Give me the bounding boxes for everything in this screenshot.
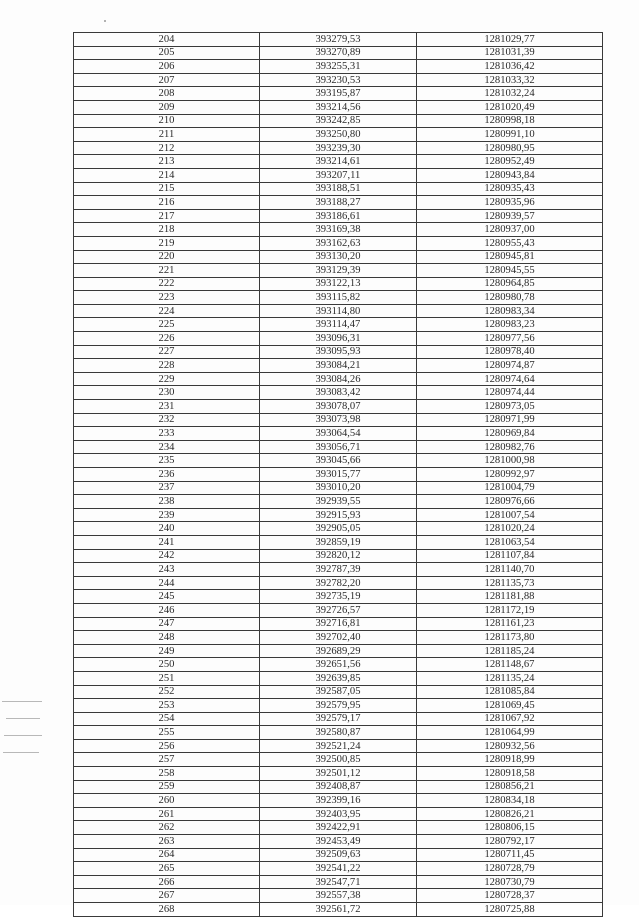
scan-artifact bbox=[4, 735, 42, 736]
x-coordinate-cell: 393242,85 bbox=[260, 114, 417, 128]
x-coordinate-cell: 392541,22 bbox=[260, 862, 417, 876]
y-coordinate-cell: 1281140,70 bbox=[417, 563, 603, 577]
point-number-cell: 244 bbox=[74, 576, 260, 590]
y-coordinate-cell: 1281185,24 bbox=[417, 644, 603, 658]
x-coordinate-cell: 392939,55 bbox=[260, 495, 417, 509]
table-row bbox=[74, 576, 603, 590]
point-number-cell: 265 bbox=[74, 862, 260, 876]
x-coordinate-cell: 393122,13 bbox=[260, 277, 417, 291]
x-coordinate-cell: 392521,24 bbox=[260, 739, 417, 753]
x-coordinate-cell: 393214,56 bbox=[260, 100, 417, 114]
table-row bbox=[74, 440, 603, 454]
x-coordinate-cell: 393073,98 bbox=[260, 413, 417, 427]
point-number-cell: 209 bbox=[74, 100, 260, 114]
point-number-cell: 205 bbox=[74, 46, 260, 60]
x-coordinate-cell: 392579,95 bbox=[260, 699, 417, 713]
point-number-cell: 267 bbox=[74, 889, 260, 903]
point-number-cell: 241 bbox=[74, 535, 260, 549]
y-coordinate-cell: 1281031,39 bbox=[417, 46, 603, 60]
point-number-cell: 268 bbox=[74, 903, 260, 917]
point-number-cell: 243 bbox=[74, 563, 260, 577]
table-row bbox=[74, 250, 603, 264]
point-number-cell: 252 bbox=[74, 685, 260, 699]
y-coordinate-cell: 1280935,96 bbox=[417, 196, 603, 210]
point-number-cell: 246 bbox=[74, 603, 260, 617]
table-row bbox=[74, 372, 603, 386]
x-coordinate-cell: 393114,80 bbox=[260, 304, 417, 318]
y-coordinate-cell: 1280711,45 bbox=[417, 848, 603, 862]
y-coordinate-cell: 1280834,18 bbox=[417, 794, 603, 808]
table-row bbox=[74, 807, 603, 821]
x-coordinate-cell: 392787,39 bbox=[260, 563, 417, 577]
table-row bbox=[74, 468, 603, 482]
point-number-cell: 236 bbox=[74, 468, 260, 482]
y-coordinate-cell: 1280971,99 bbox=[417, 413, 603, 427]
y-coordinate-cell: 1280792,17 bbox=[417, 835, 603, 849]
table-row bbox=[74, 603, 603, 617]
point-number-cell: 207 bbox=[74, 73, 260, 87]
y-coordinate-cell: 1280973,05 bbox=[417, 400, 603, 414]
y-coordinate-cell: 1280932,56 bbox=[417, 739, 603, 753]
point-number-cell: 230 bbox=[74, 386, 260, 400]
y-coordinate-cell: 1280980,95 bbox=[417, 141, 603, 155]
y-coordinate-cell: 1281063,54 bbox=[417, 535, 603, 549]
point-number-cell: 206 bbox=[74, 60, 260, 74]
table-row bbox=[74, 563, 603, 577]
point-number-cell: 253 bbox=[74, 699, 260, 713]
coordinates-table-body bbox=[74, 33, 603, 917]
y-coordinate-cell: 1280945,81 bbox=[417, 250, 603, 264]
y-coordinate-cell: 1280952,49 bbox=[417, 155, 603, 169]
point-number-cell: 251 bbox=[74, 671, 260, 685]
y-coordinate-cell: 1280969,84 bbox=[417, 427, 603, 441]
x-coordinate-cell: 392547,71 bbox=[260, 875, 417, 889]
point-number-cell: 239 bbox=[74, 508, 260, 522]
table-row bbox=[74, 60, 603, 74]
table-row bbox=[74, 644, 603, 658]
table-row bbox=[74, 128, 603, 142]
table-row bbox=[74, 223, 603, 237]
table-row bbox=[74, 168, 603, 182]
table-row bbox=[74, 821, 603, 835]
y-coordinate-cell: 1281069,45 bbox=[417, 699, 603, 713]
y-coordinate-cell: 1281181,88 bbox=[417, 590, 603, 604]
x-coordinate-cell: 392689,29 bbox=[260, 644, 417, 658]
y-coordinate-cell: 1280955,43 bbox=[417, 236, 603, 250]
y-coordinate-cell: 1281036,42 bbox=[417, 60, 603, 74]
y-coordinate-cell: 1280992,97 bbox=[417, 468, 603, 482]
x-coordinate-cell: 393239,30 bbox=[260, 141, 417, 155]
y-coordinate-cell: 1281033,32 bbox=[417, 73, 603, 87]
point-number-cell: 213 bbox=[74, 155, 260, 169]
x-coordinate-cell: 393230,53 bbox=[260, 73, 417, 87]
y-coordinate-cell: 1281161,23 bbox=[417, 617, 603, 631]
y-coordinate-cell: 1281172,19 bbox=[417, 603, 603, 617]
y-coordinate-cell: 1280826,21 bbox=[417, 807, 603, 821]
point-number-cell: 223 bbox=[74, 291, 260, 305]
table-row bbox=[74, 739, 603, 753]
y-coordinate-cell: 1281007,54 bbox=[417, 508, 603, 522]
x-coordinate-cell: 393095,93 bbox=[260, 345, 417, 359]
x-coordinate-cell: 393195,87 bbox=[260, 87, 417, 101]
point-number-cell: 259 bbox=[74, 780, 260, 794]
point-number-cell: 219 bbox=[74, 236, 260, 250]
point-number-cell: 221 bbox=[74, 264, 260, 278]
x-coordinate-cell: 393130,20 bbox=[260, 250, 417, 264]
point-number-cell: 262 bbox=[74, 821, 260, 835]
y-coordinate-cell: 1281004,79 bbox=[417, 481, 603, 495]
y-coordinate-cell: 1281135,73 bbox=[417, 576, 603, 590]
x-coordinate-cell: 393186,61 bbox=[260, 209, 417, 223]
point-number-cell: 256 bbox=[74, 739, 260, 753]
table-row bbox=[74, 753, 603, 767]
point-number-cell: 220 bbox=[74, 250, 260, 264]
point-number-cell: 233 bbox=[74, 427, 260, 441]
x-coordinate-cell: 392820,12 bbox=[260, 549, 417, 563]
table-row bbox=[74, 522, 603, 536]
y-coordinate-cell: 1280998,18 bbox=[417, 114, 603, 128]
point-number-cell: 234 bbox=[74, 440, 260, 454]
x-coordinate-cell: 393114,47 bbox=[260, 318, 417, 332]
x-coordinate-cell: 392639,85 bbox=[260, 671, 417, 685]
y-coordinate-cell: 1280943,84 bbox=[417, 168, 603, 182]
x-coordinate-cell: 393045,66 bbox=[260, 454, 417, 468]
x-coordinate-cell: 393083,42 bbox=[260, 386, 417, 400]
point-number-cell: 214 bbox=[74, 168, 260, 182]
x-coordinate-cell: 392915,93 bbox=[260, 508, 417, 522]
y-coordinate-cell: 1280918,99 bbox=[417, 753, 603, 767]
table-row bbox=[74, 345, 603, 359]
y-coordinate-cell: 1280728,37 bbox=[417, 889, 603, 903]
y-coordinate-cell: 1281029,77 bbox=[417, 33, 603, 47]
y-coordinate-cell: 1280974,44 bbox=[417, 386, 603, 400]
point-number-cell: 216 bbox=[74, 196, 260, 210]
point-number-cell: 218 bbox=[74, 223, 260, 237]
table-row bbox=[74, 671, 603, 685]
x-coordinate-cell: 393207,11 bbox=[260, 168, 417, 182]
x-coordinate-cell: 393214,61 bbox=[260, 155, 417, 169]
table-row bbox=[74, 535, 603, 549]
point-number-cell: 240 bbox=[74, 522, 260, 536]
table-row bbox=[74, 291, 603, 305]
table-row bbox=[74, 73, 603, 87]
table-row bbox=[74, 264, 603, 278]
point-number-cell: 211 bbox=[74, 128, 260, 142]
x-coordinate-cell: 392509,63 bbox=[260, 848, 417, 862]
table-row bbox=[74, 114, 603, 128]
x-coordinate-cell: 393188,51 bbox=[260, 182, 417, 196]
point-number-cell: 232 bbox=[74, 413, 260, 427]
y-coordinate-cell: 1280937,00 bbox=[417, 223, 603, 237]
y-coordinate-cell: 1281107,84 bbox=[417, 549, 603, 563]
x-coordinate-cell: 393115,82 bbox=[260, 291, 417, 305]
y-coordinate-cell: 1280945,55 bbox=[417, 264, 603, 278]
y-coordinate-cell: 1280982,76 bbox=[417, 440, 603, 454]
point-number-cell: 237 bbox=[74, 481, 260, 495]
x-coordinate-cell: 392557,38 bbox=[260, 889, 417, 903]
y-coordinate-cell: 1281173,80 bbox=[417, 631, 603, 645]
x-coordinate-cell: 392587,05 bbox=[260, 685, 417, 699]
y-coordinate-cell: 1281085,84 bbox=[417, 685, 603, 699]
table-row bbox=[74, 359, 603, 373]
x-coordinate-cell: 393056,71 bbox=[260, 440, 417, 454]
table-row bbox=[74, 848, 603, 862]
y-coordinate-cell: 1281135,24 bbox=[417, 671, 603, 685]
point-number-cell: 217 bbox=[74, 209, 260, 223]
scan-artifact bbox=[6, 718, 40, 719]
x-coordinate-cell: 393084,21 bbox=[260, 359, 417, 373]
point-number-cell: 255 bbox=[74, 726, 260, 740]
table-row bbox=[74, 780, 603, 794]
y-coordinate-cell: 1281000,98 bbox=[417, 454, 603, 468]
y-coordinate-cell: 1281020,24 bbox=[417, 522, 603, 536]
y-coordinate-cell: 1280806,15 bbox=[417, 821, 603, 835]
point-number-cell: 260 bbox=[74, 794, 260, 808]
table-row bbox=[74, 454, 603, 468]
table-row bbox=[74, 835, 603, 849]
x-coordinate-cell: 392859,19 bbox=[260, 535, 417, 549]
point-number-cell: 227 bbox=[74, 345, 260, 359]
table-row bbox=[74, 236, 603, 250]
table-row bbox=[74, 658, 603, 672]
x-coordinate-cell: 392561,72 bbox=[260, 903, 417, 917]
table-row bbox=[74, 304, 603, 318]
table-row bbox=[74, 87, 603, 101]
point-number-cell: 242 bbox=[74, 549, 260, 563]
table-row bbox=[74, 413, 603, 427]
x-coordinate-cell: 393064,54 bbox=[260, 427, 417, 441]
point-number-cell: 226 bbox=[74, 332, 260, 346]
point-number-cell: 245 bbox=[74, 590, 260, 604]
y-coordinate-cell: 1280728,79 bbox=[417, 862, 603, 876]
point-number-cell: 224 bbox=[74, 304, 260, 318]
y-coordinate-cell: 1281032,24 bbox=[417, 87, 603, 101]
point-number-cell: 247 bbox=[74, 617, 260, 631]
x-coordinate-cell: 392905,05 bbox=[260, 522, 417, 536]
x-coordinate-cell: 393129,39 bbox=[260, 264, 417, 278]
y-coordinate-cell: 1280856,21 bbox=[417, 780, 603, 794]
x-coordinate-cell: 392726,57 bbox=[260, 603, 417, 617]
x-coordinate-cell: 393169,38 bbox=[260, 223, 417, 237]
x-coordinate-cell: 392500,85 bbox=[260, 753, 417, 767]
x-coordinate-cell: 392651,56 bbox=[260, 658, 417, 672]
y-coordinate-cell: 1280725,88 bbox=[417, 903, 603, 917]
table-row bbox=[74, 631, 603, 645]
table-row bbox=[74, 889, 603, 903]
x-coordinate-cell: 392579,17 bbox=[260, 712, 417, 726]
table-row bbox=[74, 767, 603, 781]
y-coordinate-cell: 1280939,57 bbox=[417, 209, 603, 223]
y-coordinate-cell: 1280918,58 bbox=[417, 767, 603, 781]
point-number-cell: 210 bbox=[74, 114, 260, 128]
table-row bbox=[74, 685, 603, 699]
x-coordinate-cell: 392782,20 bbox=[260, 576, 417, 590]
point-number-cell: 225 bbox=[74, 318, 260, 332]
table-row bbox=[74, 33, 603, 47]
table-row bbox=[74, 141, 603, 155]
scan-speck bbox=[104, 20, 106, 22]
x-coordinate-cell: 393162,63 bbox=[260, 236, 417, 250]
x-coordinate-cell: 393250,80 bbox=[260, 128, 417, 142]
table-row bbox=[74, 699, 603, 713]
y-coordinate-cell: 1280976,66 bbox=[417, 495, 603, 509]
point-number-cell: 215 bbox=[74, 182, 260, 196]
point-number-cell: 254 bbox=[74, 712, 260, 726]
point-number-cell: 257 bbox=[74, 753, 260, 767]
point-number-cell: 235 bbox=[74, 454, 260, 468]
x-coordinate-cell: 392453,49 bbox=[260, 835, 417, 849]
point-number-cell: 263 bbox=[74, 835, 260, 849]
y-coordinate-cell: 1280964,85 bbox=[417, 277, 603, 291]
table-row bbox=[74, 875, 603, 889]
point-number-cell: 261 bbox=[74, 807, 260, 821]
point-number-cell: 249 bbox=[74, 644, 260, 658]
x-coordinate-cell: 393255,31 bbox=[260, 60, 417, 74]
x-coordinate-cell: 393270,89 bbox=[260, 46, 417, 60]
table-row bbox=[74, 46, 603, 60]
point-number-cell: 229 bbox=[74, 372, 260, 386]
point-number-cell: 248 bbox=[74, 631, 260, 645]
x-coordinate-cell: 393084,26 bbox=[260, 372, 417, 386]
y-coordinate-cell: 1281148,67 bbox=[417, 658, 603, 672]
table-row bbox=[74, 318, 603, 332]
table-row bbox=[74, 386, 603, 400]
x-coordinate-cell: 393010,20 bbox=[260, 481, 417, 495]
point-number-cell: 258 bbox=[74, 767, 260, 781]
table-row bbox=[74, 427, 603, 441]
y-coordinate-cell: 1280991,10 bbox=[417, 128, 603, 142]
point-number-cell: 204 bbox=[74, 33, 260, 47]
x-coordinate-cell: 392702,40 bbox=[260, 631, 417, 645]
y-coordinate-cell: 1280983,34 bbox=[417, 304, 603, 318]
y-coordinate-cell: 1280974,64 bbox=[417, 372, 603, 386]
table-row bbox=[74, 549, 603, 563]
y-coordinate-cell: 1280977,56 bbox=[417, 332, 603, 346]
table-row bbox=[74, 182, 603, 196]
table-row bbox=[74, 617, 603, 631]
table-row bbox=[74, 508, 603, 522]
point-number-cell: 212 bbox=[74, 141, 260, 155]
table-row bbox=[74, 712, 603, 726]
point-number-cell: 250 bbox=[74, 658, 260, 672]
y-coordinate-cell: 1280983,23 bbox=[417, 318, 603, 332]
point-number-cell: 208 bbox=[74, 87, 260, 101]
table-row bbox=[74, 590, 603, 604]
y-coordinate-cell: 1280974,87 bbox=[417, 359, 603, 373]
x-coordinate-cell: 392501,12 bbox=[260, 767, 417, 781]
point-number-cell: 228 bbox=[74, 359, 260, 373]
x-coordinate-cell: 393096,31 bbox=[260, 332, 417, 346]
x-coordinate-cell: 393015,77 bbox=[260, 468, 417, 482]
y-coordinate-cell: 1280730,79 bbox=[417, 875, 603, 889]
table-row bbox=[74, 495, 603, 509]
point-number-cell: 264 bbox=[74, 848, 260, 862]
y-coordinate-cell: 1281064,99 bbox=[417, 726, 603, 740]
table-row bbox=[74, 100, 603, 114]
x-coordinate-cell: 392716,81 bbox=[260, 617, 417, 631]
table-row bbox=[74, 155, 603, 169]
x-coordinate-cell: 393078,07 bbox=[260, 400, 417, 414]
x-coordinate-cell: 392408,87 bbox=[260, 780, 417, 794]
x-coordinate-cell: 392422,91 bbox=[260, 821, 417, 835]
table-row bbox=[74, 726, 603, 740]
table-row bbox=[74, 481, 603, 495]
table-row bbox=[74, 209, 603, 223]
x-coordinate-cell: 392735,19 bbox=[260, 590, 417, 604]
y-coordinate-cell: 1280980,78 bbox=[417, 291, 603, 305]
x-coordinate-cell: 392403,95 bbox=[260, 807, 417, 821]
table-row bbox=[74, 794, 603, 808]
x-coordinate-cell: 393279,53 bbox=[260, 33, 417, 47]
table-row bbox=[74, 400, 603, 414]
y-coordinate-cell: 1280935,43 bbox=[417, 182, 603, 196]
table-row bbox=[74, 862, 603, 876]
point-number-cell: 231 bbox=[74, 400, 260, 414]
scan-artifact bbox=[2, 701, 42, 702]
x-coordinate-cell: 392580,87 bbox=[260, 726, 417, 740]
table-row bbox=[74, 332, 603, 346]
scan-artifact bbox=[3, 752, 39, 753]
y-coordinate-cell: 1280978,40 bbox=[417, 345, 603, 359]
coordinates-table bbox=[73, 32, 603, 917]
point-number-cell: 266 bbox=[74, 875, 260, 889]
y-coordinate-cell: 1281067,92 bbox=[417, 712, 603, 726]
x-coordinate-cell: 392399,16 bbox=[260, 794, 417, 808]
table-row bbox=[74, 277, 603, 291]
point-number-cell: 238 bbox=[74, 495, 260, 509]
point-number-cell: 222 bbox=[74, 277, 260, 291]
y-coordinate-cell: 1281020,49 bbox=[417, 100, 603, 114]
x-coordinate-cell: 393188,27 bbox=[260, 196, 417, 210]
table-row bbox=[74, 196, 603, 210]
